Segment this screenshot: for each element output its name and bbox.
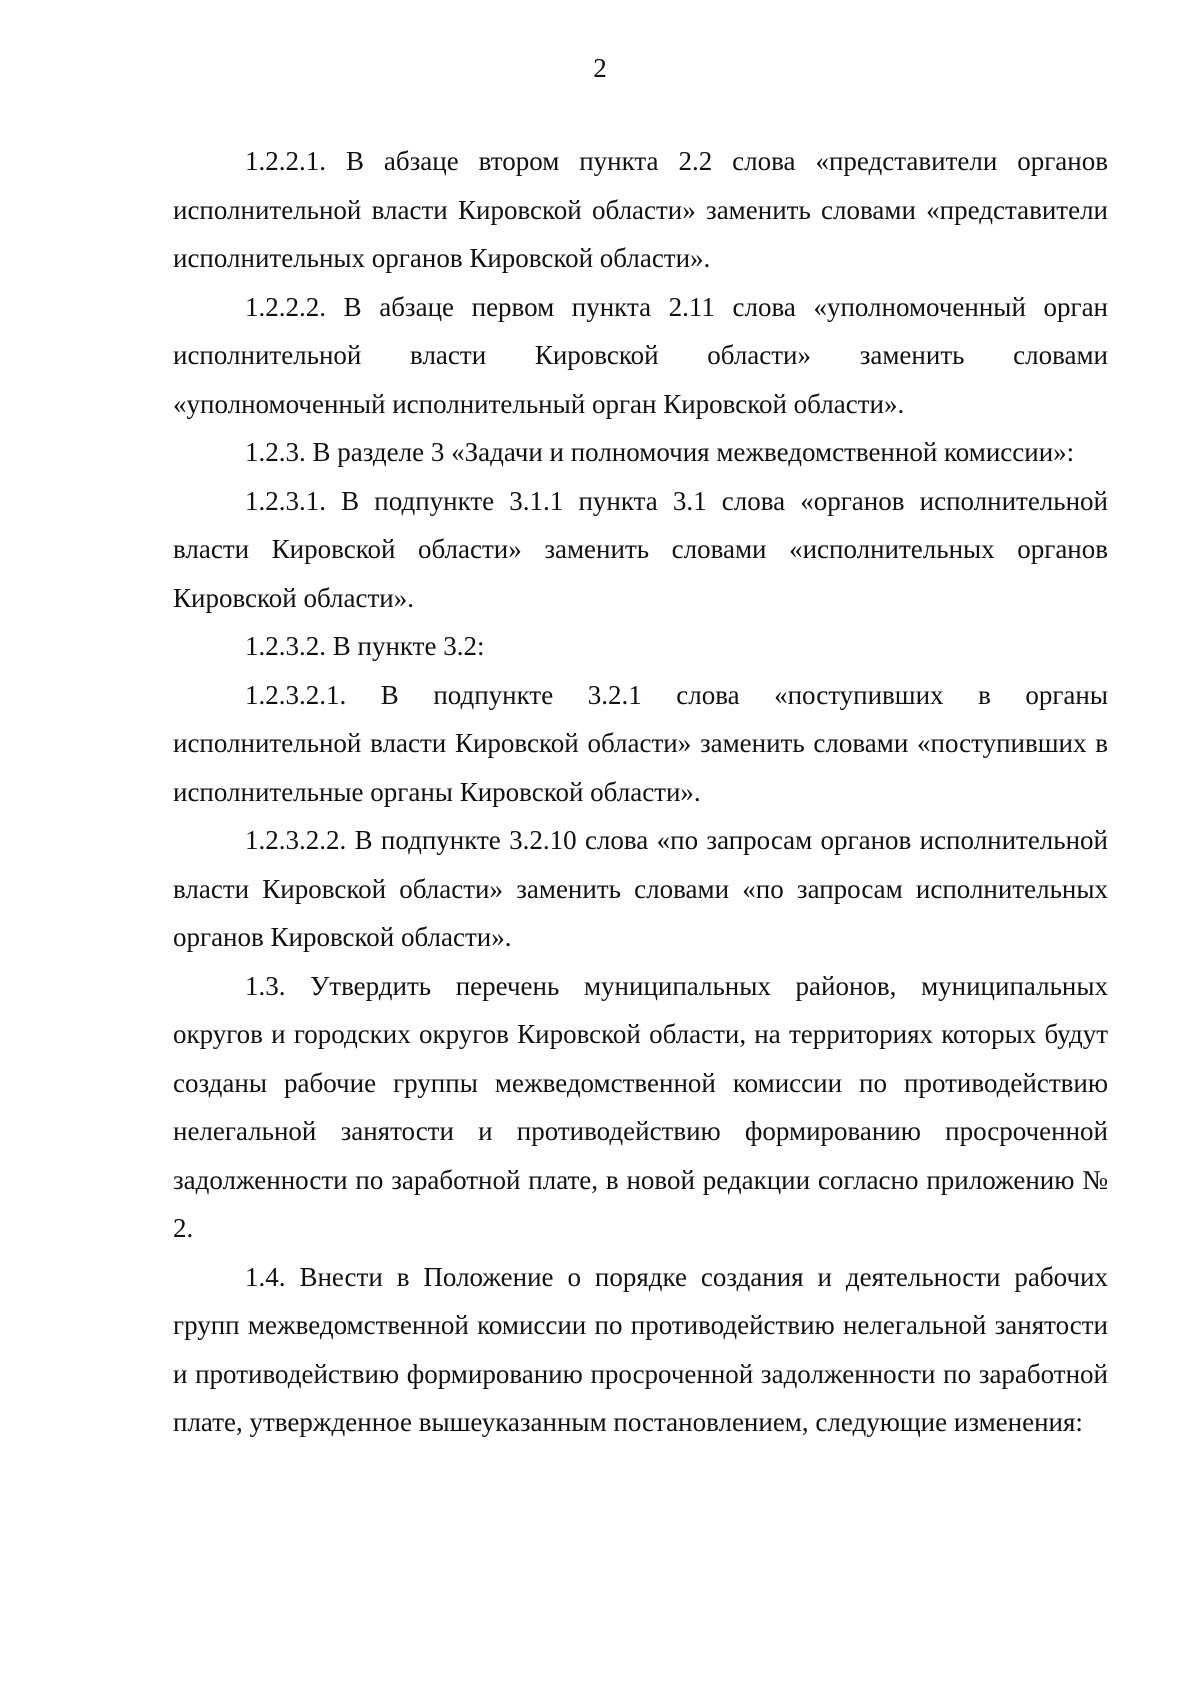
document-body [173,137,1108,1447]
page-number: 2 [593,53,607,83]
paragraph-1-3: 1.3. Утвердить перечень муниципальных районов, муниципальных округов и городских округов Кировской области, на территориях которых будут созданы рабочие группы межведомственной комиссии по противодействию нелегальной занятости и противодействию формированию просроченной задолженности по заработной плате, в новой редакции согласно приложению № 2. [173,970,1108,1243]
paragraph-1-2-3: 1.2.3. В разделе 3 «Задачи и полномочия межведомственной комиссии»: [245,437,1075,467]
paragraph-1-2-2-1: 1.2.2.1. В абзаце втором пункта 2.2 слова «представители органов исполнительной власти Кировской области» заменить словами «представители исполнительных органов Кировской области». [173,146,1108,273]
paragraph-1-2-3-2-2: 1.2.3.2.2. В подпункте 3.2.10 слова «по запросам органов исполнительной власти Кировской области» заменить словами «по запросам исполнительных органов Кировской области». [173,825,1108,952]
paragraph-1-2-3-2-1: 1.2.3.2.1. В подпункте 3.2.1 слова «поступивших в органы исполнительной власти Кировской области» заменить словами «поступивших в исполнительные органы Кировской области». [173,679,1108,807]
paragraph-1-4: 1.4. Внести в Положение о порядке создания и деятельности рабочих групп межведомственной комиссии по противодействию нелегальной занятости и противодействию формированию просроченной задолженности по заработной плате, утвержденное вышеуказанным постановлением, следующие изменения: [173,1261,1108,1437]
paragraph-1-2-3-2: 1.2.3.2. В пункте 3.2: [245,631,485,661]
paragraph-1-2-3-1: 1.2.3.1. В подпункте 3.1.1 пункта 3.1 слова «органов исполнительной власти Кировской области» заменить словами «исполнительных органов Кировской области». [173,485,1108,613]
paragraph-1-2-2-2: 1.2.2.2. В абзаце первом пункта 2.11 слова «уполномоченный орган исполнительной власти Кировской области» заменить словами «уполномоченный исполнительный орган Кировской области». [173,291,1108,419]
